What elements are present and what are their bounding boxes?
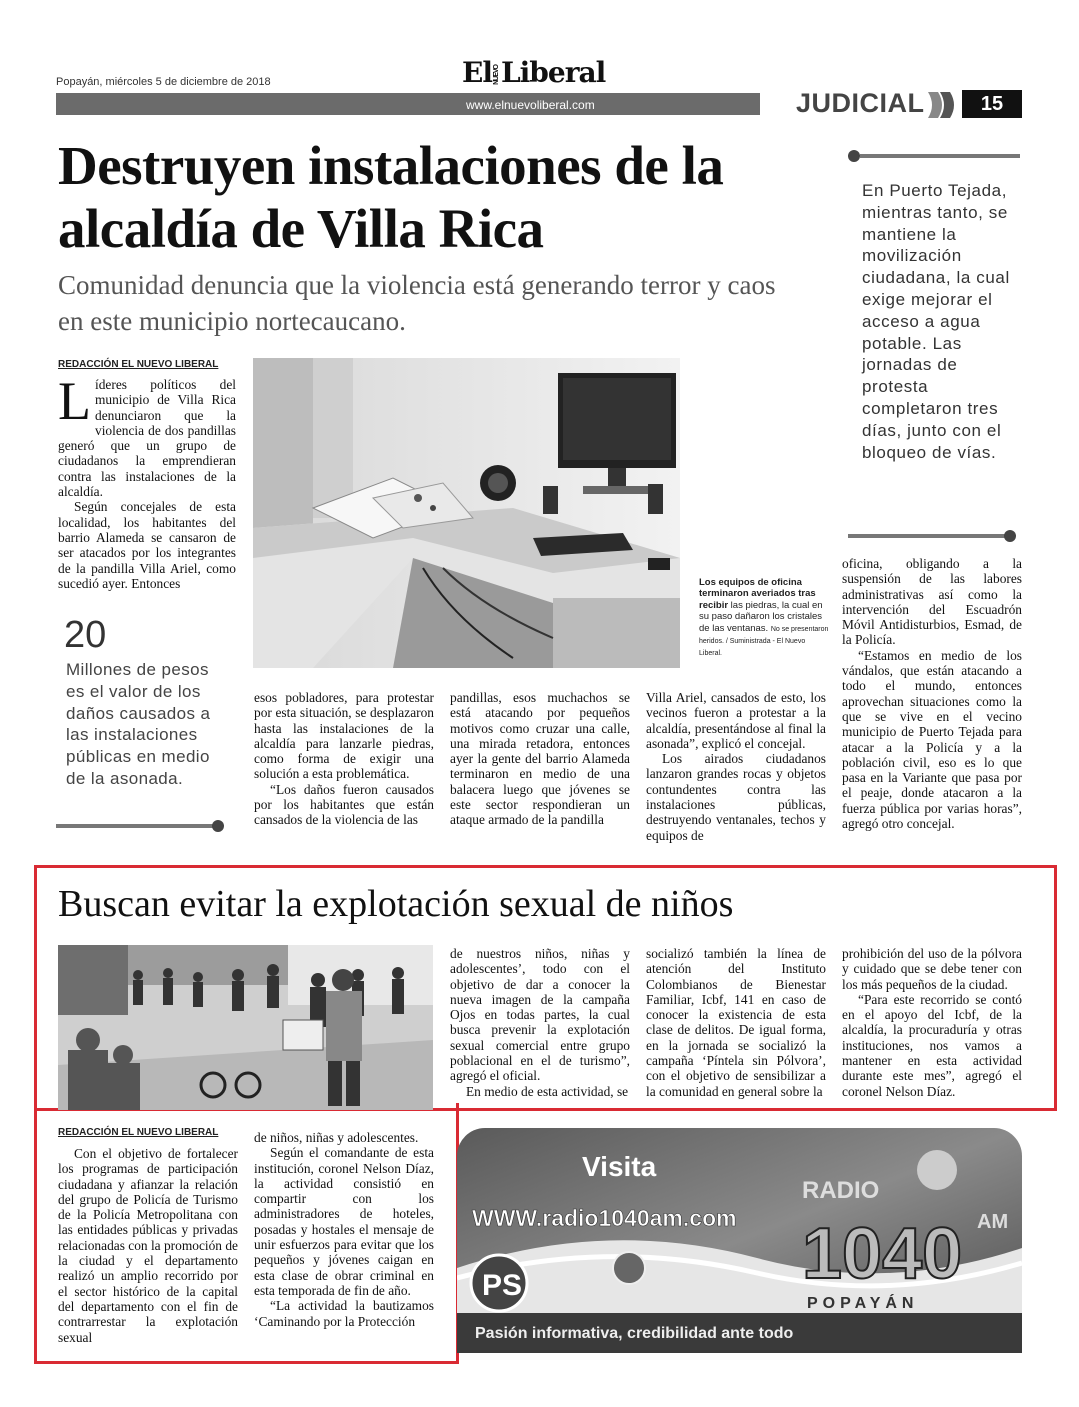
paragraph: “La actividad la bautizamos ‘Caminando por la Protección — [254, 1298, 434, 1329]
article-column-4 — [646, 690, 826, 843]
ad-visita: Visita — [582, 1151, 657, 1182]
paragraph: socializó también la línea de atención del Instituto Colombianos de Bienestar Familiar, Icbf, 141 en caso de conocer la existencia de esta clase de delitos. De igual forma, en la jornada se socializó la campaña ‘Píntela sin Pólvora’, con el objetivo de sensibilizar a la comunidad en general sobre la — [646, 946, 826, 1099]
paragraph: Según concejales de esta localidad, los habitantes del barrio Alameda se cansaron de ser atacados por los integrantes de la pandilla Villa Ariel, como sucedió ayer. Entonces — [58, 499, 236, 591]
article-column-2 — [254, 690, 434, 828]
article-title: Destruyen instalaciones de la alcaldía de Villa Rica — [58, 135, 724, 259]
article2-column-4 — [646, 946, 826, 1099]
logo-el: El — [462, 56, 492, 89]
caption-bold: Los equipos de oficina terminaron averiados tras recibir — [699, 577, 816, 611]
byline: REDACCIÓN EL NUEVO LIBERAL — [58, 1127, 219, 1138]
sidebar-dot-bottom — [1004, 530, 1016, 542]
sidebar-text: En Puerto Tejada, mientras tanto, se mantiene la movilización ciudadana, la cual exige mejorar el acceso a agua potable. Las jornadas de protesta completaron tres días, junto con el bloqueo de vías. — [862, 181, 1010, 462]
paragraph: Con el objetivo de fortalecer los programas de participación ciudadana y afianzar la relación del grupo de Policía de Turismo de la Policía Metropolitana con las entidades públicas y privadas relacionadas con la promoción de la ciudad y el departamento realizó un amplio recorrido por el sector histórico de la capital del departamento con el fin de contrarrestar la explotación sexual — [58, 1146, 238, 1345]
article2-column-3 — [450, 946, 630, 1099]
article2-column-5 — [842, 946, 1022, 1099]
dropcap: L — [58, 371, 91, 431]
caption-credit: No se presentaron heridos. / Suministrada - El Nuevo Liberal. — [699, 625, 829, 658]
photo-caption — [699, 577, 829, 660]
article-column-1 — [58, 371, 236, 591]
paragraph: pandillas, esos muchachos se está atacando por pequeños motivos como cruzar una calle, una mirada retadora, entonces ayer la gente del barrio Alameda terminaron en medio de una balacera luego que jóvenes se este sector respondieran un ataque armado de la pandilla — [450, 690, 630, 828]
header-bar — [56, 93, 760, 115]
caption-text: las piedras, la cual en su paso dañaron los cristales de las ventanas. — [699, 599, 823, 634]
page-number: 15 — [962, 90, 1022, 118]
logo-liberal: Liberal — [500, 56, 606, 89]
dateline: Popayán, miércoles 5 de diciembre de 2018 — [56, 76, 271, 88]
signal-icon — [613, 1252, 645, 1284]
paragraph: esos pobladores, para protestar por esta situación, se desplazaron hasta las instalaciones de la alcaldía para lanzarle piedras, como forma de exigir una solución a esta problemática. — [254, 690, 434, 782]
ad-slogan: Pasión informativa, credibilidad ante todo — [475, 1325, 794, 1342]
paragraph: oficina, obligando a la suspensión de las labores administrativas así como la intervención del Escuadrón Móvil Antidisturbios, Esmad, de la Policía. — [842, 556, 1022, 648]
paragraph: Según el comandante de esta institución, coronel Nelson Díaz, la actividad consistió en compartir con los administradores de hoteles, posadas y hostales el mensaje de unir esfuerzos para evitar que los pequeños y jóvenes caigan en esta clase de obrar criminal en esta temporada de fin de año. — [254, 1145, 434, 1298]
paragraph: En medio de esta actividad, se — [466, 1083, 629, 1099]
logo-nuevo: NUEVO — [492, 64, 500, 85]
ad-am: AM — [977, 1211, 1009, 1233]
radio-advertisement[interactable] — [457, 1128, 1022, 1353]
sidebar-rule-top — [860, 154, 1020, 158]
stat-description: Millones de pesos es el valor de los daños causados a las instalaciones públicas en medio de la asonada. — [66, 660, 211, 788]
article2-column-1 — [58, 1146, 238, 1345]
article2-title: Buscan evitar la explotación sexual de niños — [58, 883, 734, 925]
ad-url[interactable]: WWW.radio1040am.com — [472, 1205, 737, 1231]
paragraph: de niños, niñas y adolescentes. — [254, 1130, 419, 1145]
police-street-photo — [58, 945, 433, 1110]
ad-radio: RADIO — [802, 1177, 880, 1204]
paragraph: Villa Ariel, cansados de esto, los vecinos fueron a protestar a la alcaldía, presentándose al final la asonada”, explicó el concejal. — [646, 690, 826, 751]
article-column-3 — [450, 690, 630, 828]
paragraph: “Para este recorrido se contó en el apoyo del Icbf, de la alcaldía, la procuraduría y otras instituciones, nos vamos a mantener en esta actividad durante este mes”, agregó el coronel Nelson Díaz. — [842, 991, 1022, 1099]
section-decoration — [928, 90, 962, 120]
sidebar-dot-top — [848, 150, 860, 162]
section-label: JUDICIAL — [796, 88, 925, 118]
article-subtitle: Comunidad denuncia que la violencia está generando terror y caos en este municipio nortecaucano. — [58, 270, 776, 336]
ad-city: POPAYÁN — [807, 1295, 919, 1312]
paragraph: íderes políticos del municipio de Villa Rica denunciaron que la violencia de dos pandillas generó que un grupo de ciudadanos la emprendieran contra las instalaciones de la alcaldía. — [58, 377, 236, 500]
ad-ps: PS — [482, 1269, 523, 1302]
stat-dot — [212, 820, 224, 832]
paragraph: de nuestros niños, niñas y adolescentes’, todo con el objetivo de dar a conocer la nueva imagen de la campaña Ojos en todas partes, la cual busca prevenir la explotación sexual comercial entre grupo poblacional en el de turismo”, agregó el oficial. — [450, 946, 630, 1084]
newspaper-logo[interactable] — [462, 56, 605, 89]
paragraph: Los airados ciudadanos lanzaron grandes rocas y objetos contundentes contra las instalaciones públicas, destruyendo ventanales, techos y equipos de — [646, 751, 826, 843]
article2-column-2 — [254, 1130, 434, 1329]
stat-number: 20 — [64, 614, 107, 656]
stat-rule — [56, 824, 214, 828]
microphone-icon — [917, 1150, 957, 1190]
sidebar-rule-bottom — [848, 534, 1006, 538]
ad-frequency: 1040 — [802, 1214, 963, 1294]
office-damage-photo — [253, 358, 680, 668]
article-column-5 — [842, 556, 1022, 831]
paragraph: “Los daños fueron causados por los habitantes que están cansados de la violencia de las — [254, 781, 434, 828]
site-url[interactable]: www.elnuevoliberal.com — [466, 98, 595, 112]
byline: REDACCIÓN EL NUEVO LIBERAL — [58, 359, 219, 370]
paragraph: prohibición del uso de la pólvora y cuidado que se debe tener con los más pequeños de la ciudad. — [842, 946, 1022, 992]
paragraph: “Estamos en medio de los vándalos, que están atacando a todo el mundo, entonces aprovechan situaciones como la que se vive en el vecino municipio de Puerto Tejada para atacar a la Policía y a la población civil, eso es lo que pasa en la Variante que pasa por el peaje, donde atacaron a la fuerza pública por varias horas”, agregó otro concejal. — [842, 647, 1022, 832]
